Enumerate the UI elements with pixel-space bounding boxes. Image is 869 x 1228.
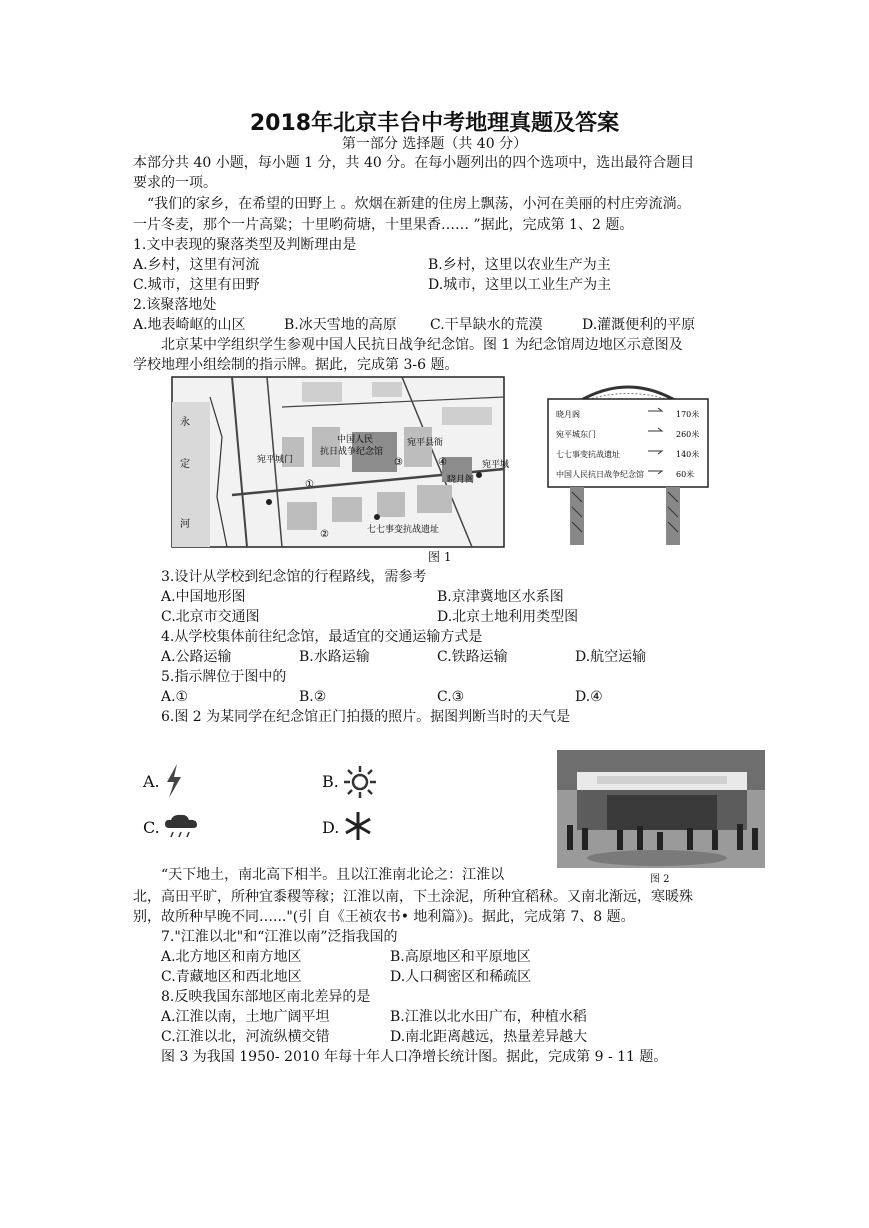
sign-row-3-name: 七七事变抗战遗址 [556,450,620,459]
q5-option-b: B.② [299,689,327,705]
lightning-icon [163,764,185,798]
q8-option-c: C.江淮以北，河流纵横交错 [161,1029,330,1045]
q1-stem: 1.文中表现的聚落类型及判断理由是 [133,237,357,253]
q3-option-a: A.中国地形图 [161,589,246,605]
intro-line-1: 本部分共 40 小题，每小题 1 分，共 40 分。在每小题列出的四个选项中，选出最符合题目 [133,155,695,171]
q2-stem: 2.该聚落地处 [133,297,217,313]
q4-option-b: B.水路运输 [299,649,370,665]
sign-row-2-dist: 260米 [676,430,700,439]
passage2-line-2: 学校地理小组绘制的指示牌。据此，完成第 3-6 题。 [133,357,459,373]
passage3-line-3: 别，故所种早晚不同…..."(引 自《王祯农书• 地利篇》)。据此，完成第 7、8 题。 [133,909,635,925]
county-label: 宛平县衙 [407,438,444,448]
marker-3: ③ [394,457,403,468]
passage3-line-1: “天下地土，南北高下相半。且以江淮南北论之：江淮以 [161,867,505,883]
q7-option-a: A.北方地区和南方地区 [161,949,302,965]
q8-stem: 8.反映我国东部地区南北差异的是 [161,989,371,1005]
q7-option-b: B.高原地区和平原地区 [390,949,531,965]
q1-option-a: A.乡村，这里有河流 [133,257,260,273]
site-label: 七七事变抗战遗址 [367,525,440,535]
section-header: 第一部分 选择题（共 40 分） [341,136,528,152]
q1-option-b: B.乡村，这里以农业生产为主 [428,257,611,273]
q6-option-c: C. [143,818,160,837]
q1-option-c: C.城市，这里有田野 [133,277,260,293]
west-gate-label: 宛平城门 [257,455,294,465]
sign-row-1-dist: 170米 [676,410,700,419]
q2-option-d: D.灌溉便利的平原 [582,317,696,333]
snowflake-icon [342,810,374,842]
q3-option-b: B.京津冀地区水系图 [437,589,564,605]
q3-option-c: C.北京市交通图 [161,609,260,625]
sign-row-3-dist: 140米 [676,450,700,459]
q6-option-b: B. [322,772,339,791]
q4-option-c: C.铁路运输 [437,649,508,665]
q5-option-d: D.④ [575,689,603,705]
east-gate-label: 宛平城 [482,460,510,470]
marker-4: ④ [438,457,447,468]
q4-option-d: D.航空运输 [575,649,647,665]
river-label: 永 [180,417,190,428]
river-label-2: 定 [180,459,190,470]
q2-option-c: C.干旱缺水的荒漠 [430,317,543,333]
q7-option-c: C.青藏地区和西北地区 [161,969,302,985]
q6-option-a: A. [143,772,160,791]
rain-cloud-icon [163,812,201,840]
marker-1: ① [305,479,314,490]
q5-option-c: C.③ [437,689,465,705]
figure1-caption: 图 1 [428,550,452,564]
q8-option-d: D.南北距离越远，热量差异越大 [390,1029,588,1045]
sign-row-4-name: 中国人民抗日战争纪念馆 [556,470,644,479]
figure2-caption: 图 2 [650,874,670,885]
q4-stem: 4.从学校集体前往纪念馆，最适宜的交通运输方式是 [161,629,483,645]
figure2-photo [557,750,765,868]
passage1-line-2: 一片冬麦，那个一片高粱；十里哟荷塘，十里果香…… ”据此，完成第 1、2 题。 [133,217,634,233]
marker-2: ② [320,529,329,540]
passage2-line-1: 北京某中学组织学生参观中国人民抗日战争纪念馆。图 1 为纪念馆周边地区示意图及 [161,337,683,353]
intro-line-2: 要求的一项。 [133,175,217,191]
q4-option-a: A.公路运输 [161,649,232,665]
q8-option-b: B.江淮以北水田广布，种植水稻 [390,1009,587,1025]
q3-option-d: D.北京土地利用类型图 [437,609,579,625]
figure1-map [172,377,510,547]
river-label-3: 河 [180,519,190,530]
q1-option-d: D.城市，这里以工业生产为主 [428,277,612,293]
sun-icon [342,764,378,800]
passage1-line-1: “我们的家乡，在希望的田野上 。炊烟在新建的住房上飘荡，小河在美丽的村庄旁流淌。 [147,196,691,212]
q5-option-a: A.① [161,689,189,705]
q7-stem: 7."江淮以北"和“江淮以南”泛指我国的 [161,929,398,945]
moon-pavilion-label: 晓月阁 [447,475,475,485]
q6-option-d: D. [322,818,340,837]
sign-row-4-dist: 60米 [676,470,695,479]
passage4: 图 3 为我国 1950- 2010 年每十年人口净增长统计图。据此，完成第 9 - 11 题。 [161,1049,668,1065]
sign-row-1-name: 晓月阁 [556,410,580,419]
q5-stem: 5.指示牌位于图中的 [161,669,287,685]
sign-row-2-name: 宛平城东门 [556,430,596,439]
figure1-sign [538,377,718,547]
page-title: 2018年北京丰台中考地理真题及答案 [249,111,620,136]
passage3-line-2: 北，高田平旷，所种宜黍稷等稼；江淮以南，下土涂泥，所种宜稻秫。又南北渐远，寒暖殊 [133,889,693,905]
q2-option-b: B.冰天雪地的高原 [284,317,397,333]
museum-label: 中国人民 [337,435,374,445]
q2-option-a: A.地表崎岖的山区 [133,317,246,333]
museum-label-2: 抗日战争纪念馆 [320,447,384,457]
q7-option-d: D.人口稠密区和稀疏区 [390,969,532,985]
q3-stem: 3.设计从学校到纪念馆的行程路线，需参考 [161,569,427,585]
q6-stem: 6.图 2 为某同学在纪念馆正门拍摄的照片。据图判断当时的天气是 [161,709,571,725]
q8-option-a: A.江淮以南，土地广阔平坦 [161,1009,330,1025]
